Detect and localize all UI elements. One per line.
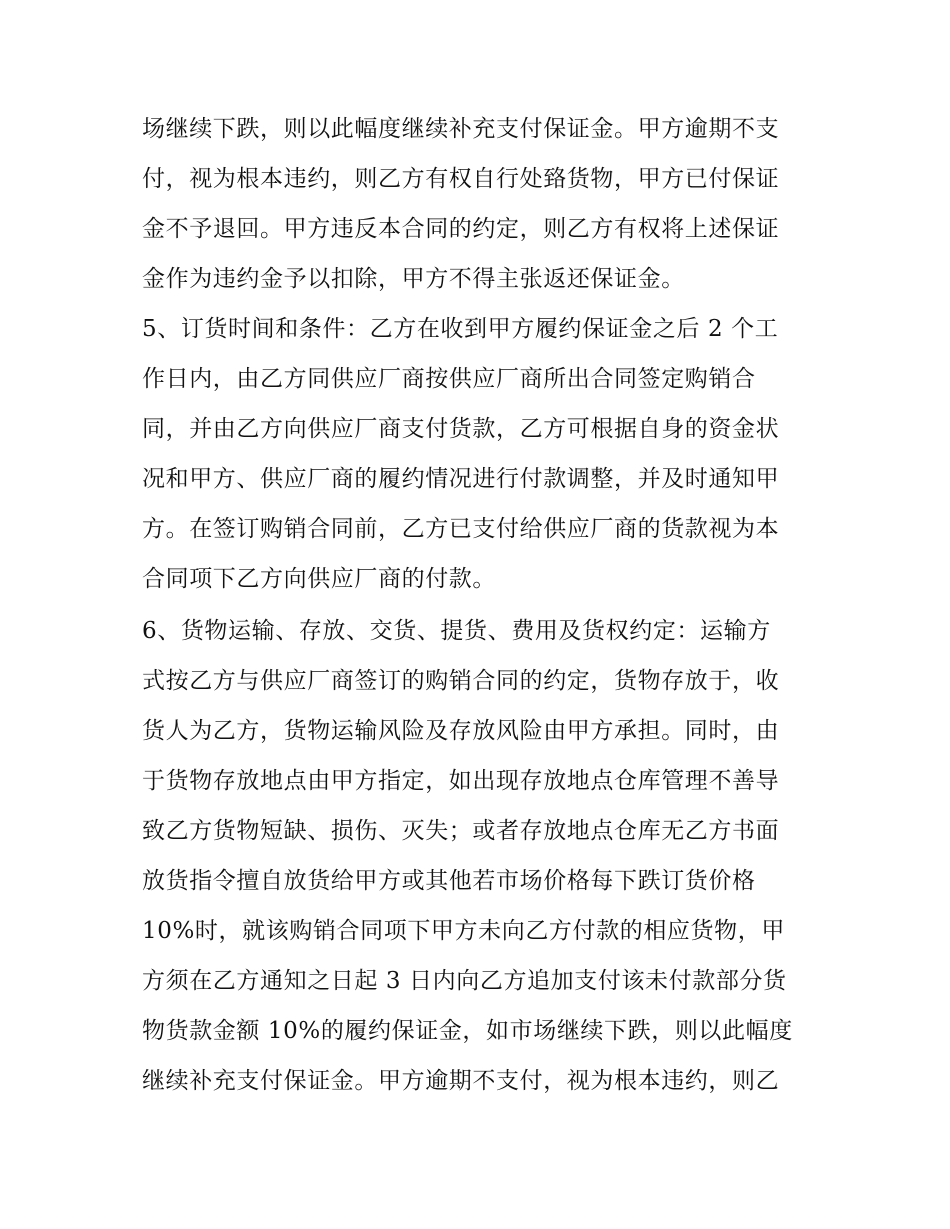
body-text-line: 放货指令擅自放货给甲方或其他若市场价格每下跌订货价格 <box>142 868 756 894</box>
body-text-line: 付，视为根本违约，则乙方有权自行处臵货物，甲方已付保证 <box>142 166 780 192</box>
body-text-line: 式按乙方与供应厂商签订的购销合同的约定，货物存放于，收 <box>142 668 780 694</box>
body-text-line: 合同项下乙方向供应厂商的付款。 <box>142 566 496 592</box>
body-text-line: 致乙方货物短缺、损伤、灭失；或者存放地点仓库无乙方书面 <box>142 818 780 844</box>
body-text-line: 况和甲方、供应厂商的履约情况进行付款调整，并及时通知甲 <box>142 466 780 492</box>
body-text-line: 同，并由乙方向供应厂商支付货款，乙方可根据自身的资金状 <box>142 416 780 442</box>
body-text-line: 于货物存放地点由甲方指定，如出现存放地点仓库管理不善导 <box>142 768 780 794</box>
body-text-line: 作日内，由乙方同供应厂商按供应厂商所出合同签定购销合 <box>142 366 756 392</box>
body-text-line: 场继续下跌，则以此幅度继续补充支付保证金。甲方逾期不支 <box>142 116 780 142</box>
body-text-line: 10%时，就该购销合同项下甲方未向乙方付款的相应货物，甲 <box>142 918 785 944</box>
body-text-line: 物货款金额 10%的履约保证金，如市场继续下跌，则以此幅度 <box>142 1018 793 1044</box>
body-text-line: 金作为违约金予以扣除，甲方不得主张返还保证金。 <box>142 266 685 292</box>
body-text-line: 继续补充支付保证金。甲方逾期不支付，视为根本违约，则乙 <box>142 1068 780 1094</box>
body-text-line: 方须在乙方通知之日起 3 日内向乙方追加支付该未付款部分货 <box>142 968 787 994</box>
body-text-line: 金不予退回。甲方违反本合同的约定，则乙方有权将上述保证 <box>142 216 780 242</box>
clause-5-heading-line: 5、订货时间和条件：乙方在收到甲方履约保证金之后 2 个工 <box>142 316 779 342</box>
body-text-line: 货人为乙方，货物运输风险及存放风险由甲方承担。同时，由 <box>142 718 780 744</box>
body-text-line: 方。在签订购销合同前，乙方已支付给供应厂商的货款视为本 <box>142 516 780 542</box>
clause-6-heading-line: 6、货物运输、存放、交货、提货、费用及货权约定：运输方 <box>142 618 771 644</box>
